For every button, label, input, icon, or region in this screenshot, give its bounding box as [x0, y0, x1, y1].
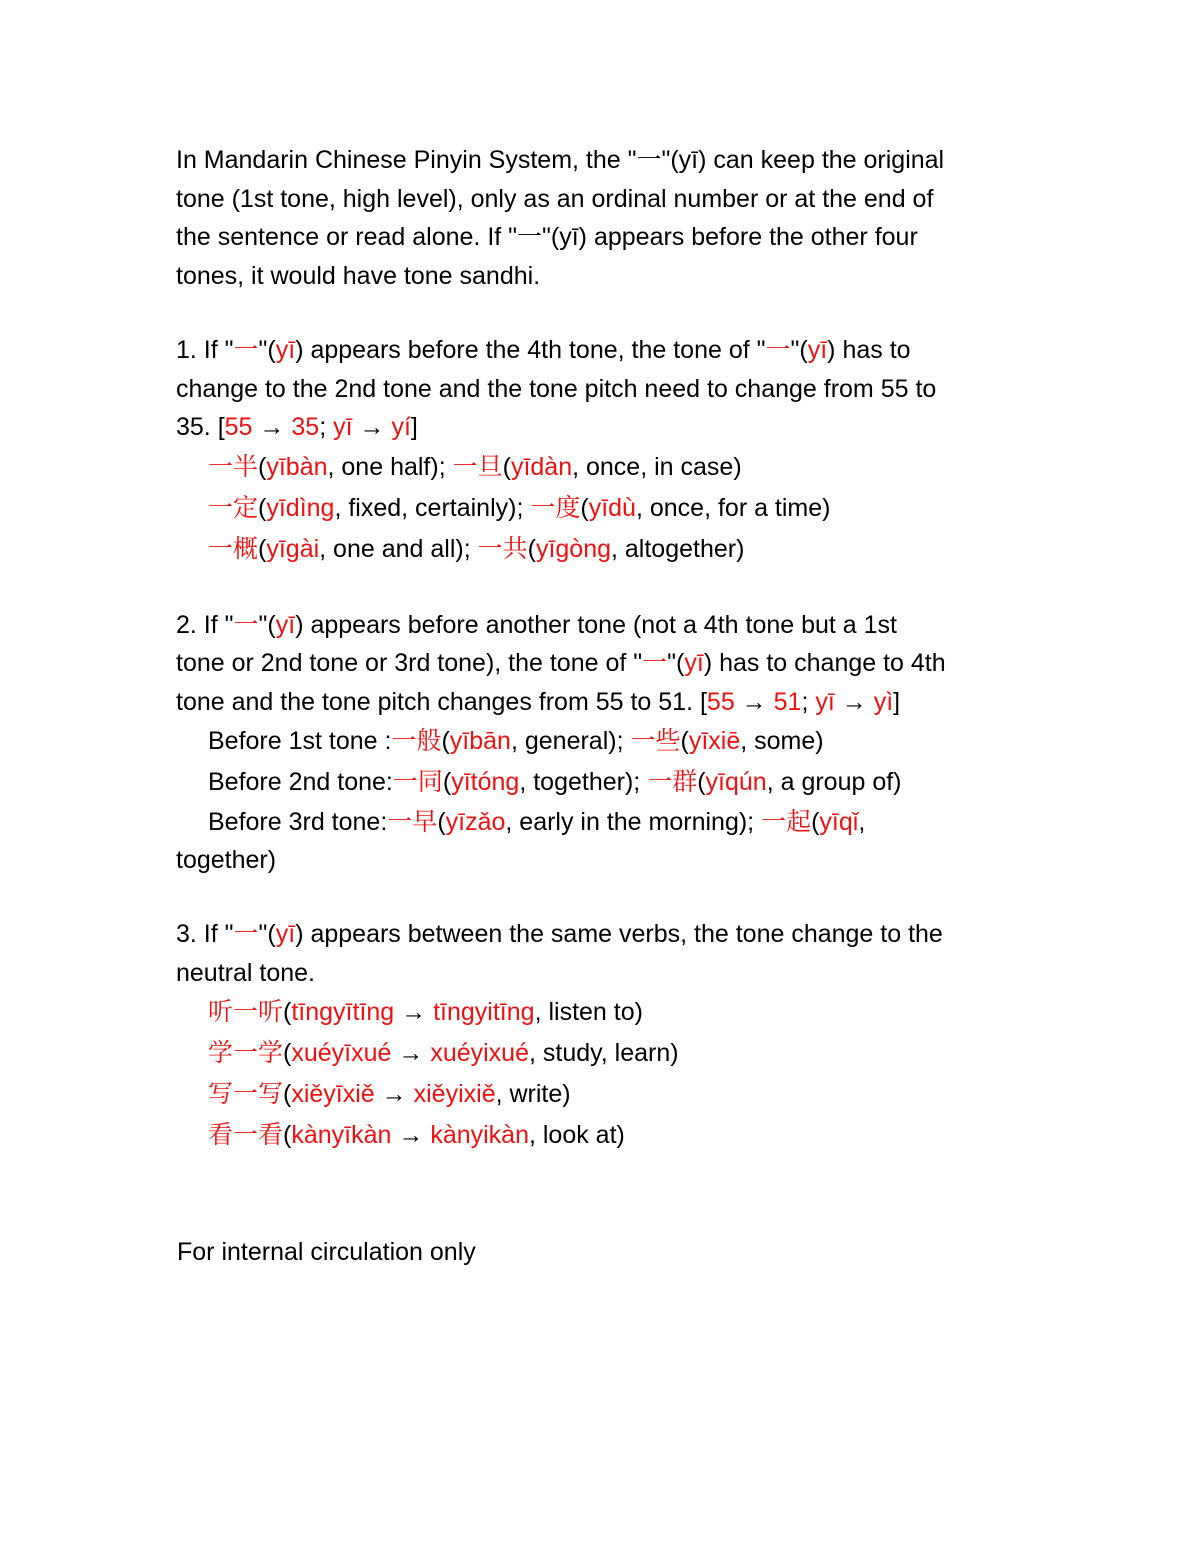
text-run: ) appears before the 4th tone, the tone of "	[295, 336, 766, 364]
example-pinyin: yīdìng	[266, 493, 335, 522]
text-run: (	[258, 534, 267, 563]
text-run: ) has to change to 4th	[703, 649, 946, 677]
example-meaning: , one half);	[327, 452, 453, 481]
rule-1-example-2	[176, 488, 1036, 529]
example-prefix: Before 3rd tone:	[208, 808, 388, 836]
text-run: (	[441, 727, 450, 755]
intro-line: tone (1st tone, high level), only as an ordinal number or at the end of	[176, 184, 934, 213]
text-run: (	[283, 1039, 292, 1067]
rule-3-example-1	[176, 992, 1036, 1033]
text-run: tone or 2nd tone or 3rd tone), the tone of "	[176, 649, 643, 677]
rule-1-line-3	[176, 408, 1036, 447]
example-chinese: 一共	[477, 534, 528, 563]
example-chinese: 一度	[530, 493, 581, 522]
text-run: 1. If "	[176, 336, 234, 364]
intro-paragraph	[176, 141, 1036, 295]
example-pinyin: yīxiē	[688, 727, 741, 755]
example-chinese: 一同	[392, 768, 443, 796]
text-run: (	[258, 452, 267, 481]
rule-2-example-3-continued: together)	[176, 846, 277, 874]
arrow: →	[374, 1080, 414, 1108]
text-run: ) appears before another tone (not a 4th tone but a 1st	[295, 610, 897, 639]
text-run: "(	[258, 920, 276, 948]
example-chinese: 一旦	[452, 452, 503, 481]
arrow: →	[834, 687, 874, 716]
highlight-pinyin: yì	[873, 687, 894, 716]
arrow: →	[394, 998, 434, 1026]
example-meaning: , study, learn)	[528, 1039, 679, 1067]
rule-2-line-3	[176, 683, 1036, 722]
highlight-char: 一	[233, 610, 259, 639]
rule-1	[176, 331, 1036, 447]
rule-1-line-2: change to the 2nd tone and the tone pitch need to change from 55 to	[176, 374, 937, 403]
text-run: ) appears between the same verbs, the tone change to the	[295, 920, 943, 948]
example-meaning: , a group of)	[766, 768, 902, 796]
arrow: →	[252, 413, 292, 441]
highlight-pinyin: yī	[275, 920, 296, 948]
highlight-pinyin: yī	[684, 649, 704, 677]
highlight-pinyin: yí	[391, 413, 411, 441]
rule-2-example-3	[176, 803, 1036, 841]
rule-1-line-1	[176, 331, 1036, 370]
text-run: (	[502, 452, 511, 481]
example-pinyin: kànyīkàn	[291, 1121, 392, 1149]
text-run: "(	[667, 649, 685, 677]
text-run: (	[442, 768, 452, 796]
arrow: →	[391, 1039, 431, 1067]
document-body	[176, 141, 1036, 1156]
rule-1-example-1	[176, 447, 1036, 488]
example-chinese: 一定	[208, 493, 259, 522]
example-meaning: , listen to)	[534, 998, 643, 1026]
intro-line: tones, it would have tone sandhi.	[176, 261, 541, 290]
paragraph-gap	[176, 570, 1036, 606]
rule-2-example-1	[176, 721, 1036, 762]
example-pinyin: xiěyixiě	[413, 1080, 496, 1108]
example-pinyin: yībān	[449, 727, 511, 755]
example-meaning: , early in the morning);	[505, 808, 762, 836]
highlight-char: 一	[233, 336, 259, 364]
example-meaning: , fixed, certainly);	[334, 493, 531, 522]
text-run: "(	[790, 336, 808, 364]
highlight-pitch: 51	[773, 687, 802, 716]
rule-3-example-3	[176, 1074, 1036, 1115]
highlight-pitch: 55	[706, 687, 735, 716]
rule-3-line-1	[176, 915, 1036, 954]
rule-2-line-2	[176, 644, 1036, 683]
example-pinyin: yīgòng	[535, 534, 611, 563]
highlight-pinyin: yī	[807, 336, 828, 364]
text-run: (	[258, 493, 267, 522]
arrow: →	[734, 687, 774, 716]
paragraph-gap	[176, 879, 1036, 915]
text-run: ;	[801, 687, 816, 716]
text-run: ]	[893, 687, 901, 716]
text-run: ) has to	[827, 336, 911, 364]
example-meaning: , together);	[519, 768, 648, 796]
highlight-pinyin: yī	[333, 413, 353, 441]
example-pinyin: xuéyīxué	[291, 1039, 392, 1067]
example-pinyin: tīngyitīng	[433, 998, 535, 1026]
example-pinyin: yīzǎo	[445, 808, 506, 836]
example-chinese: 写一写	[208, 1080, 284, 1108]
rule-3	[176, 915, 1036, 992]
example-prefix: Before 2nd tone:	[208, 768, 393, 796]
text-run: 2. If "	[176, 610, 234, 639]
example-pinyin: yīgài	[266, 534, 320, 563]
text-run: 35. [	[176, 413, 225, 441]
arrow: →	[352, 413, 392, 441]
highlight-char: 一	[642, 649, 668, 677]
arrow: →	[391, 1121, 431, 1149]
rule-2-line-1	[176, 606, 1036, 645]
text-run: (	[283, 998, 292, 1026]
example-pinyin: yībàn	[266, 452, 328, 481]
text-run: tone and the tone pitch changes from 55 to 51. [	[176, 687, 707, 716]
text-run: (	[527, 534, 536, 563]
paragraph-gap	[176, 295, 1036, 331]
example-meaning: , look at)	[528, 1121, 625, 1149]
example-meaning: , one and all);	[319, 534, 478, 563]
example-meaning: , altogether)	[611, 534, 745, 563]
highlight-pitch: 55	[224, 413, 253, 441]
example-pinyin: xiěyīxiě	[291, 1080, 375, 1108]
rule-1-example-3	[176, 529, 1036, 570]
example-pinyin: xuéyixué	[430, 1039, 529, 1067]
highlight-pinyin: yī	[275, 610, 296, 639]
footer-note: For internal circulation only	[177, 1238, 476, 1266]
example-chinese: 一些	[630, 727, 681, 755]
example-pinyin: yīqún	[705, 768, 767, 796]
text-run: (	[283, 1080, 292, 1108]
example-prefix: Before 1st tone :	[208, 727, 392, 755]
intro-line: In Mandarin Chinese Pinyin System, the "一"(yī) can keep the original	[176, 146, 945, 174]
text-run: (	[437, 808, 446, 836]
example-chinese: 一概	[208, 534, 259, 563]
example-pinyin: yīdàn	[510, 452, 573, 481]
text-run: (	[811, 808, 820, 836]
text-run: 3. If "	[176, 920, 234, 948]
rule-2	[176, 606, 1036, 722]
highlight-pitch: 35	[291, 413, 320, 441]
example-chinese: 一般	[391, 727, 442, 755]
text-run: "(	[258, 610, 276, 639]
text-run: (	[580, 493, 589, 522]
text-run: "(	[258, 336, 276, 364]
highlight-pinyin: yī	[275, 336, 296, 364]
example-pinyin: yīdù	[588, 493, 636, 522]
text-run: (	[697, 768, 706, 796]
example-pinyin: tīngyītīng	[291, 998, 395, 1026]
example-chinese: 一群	[647, 768, 698, 796]
example-pinyin: yītóng	[451, 768, 520, 796]
example-meaning: , write)	[495, 1080, 571, 1108]
example-meaning: ,	[858, 808, 866, 836]
intro-line: the sentence or read alone. If "一"(yī) appears before the other four	[176, 223, 918, 251]
highlight-pinyin: yī	[815, 687, 835, 716]
example-pinyin: yīqǐ	[819, 808, 859, 836]
example-chinese: 看一看	[208, 1121, 284, 1149]
example-chinese: 学一学	[208, 1039, 284, 1067]
example-meaning: , general);	[510, 727, 631, 755]
text-run: (	[680, 727, 689, 755]
rule-3-example-4	[176, 1115, 1036, 1156]
example-chinese: 一起	[761, 808, 812, 836]
example-pinyin: kànyikàn	[430, 1121, 529, 1149]
text-run: (	[283, 1121, 292, 1149]
example-chinese: 一半	[208, 452, 259, 481]
example-chinese: 听一听	[208, 998, 284, 1026]
text-run: ]	[410, 413, 418, 441]
example-meaning: , once, for a time)	[635, 493, 831, 522]
example-chinese: 一早	[387, 808, 438, 836]
rule-3-example-2	[176, 1033, 1036, 1074]
rule-2-example-2	[176, 762, 1036, 803]
example-meaning: , once, in case)	[572, 452, 742, 481]
text-run: ;	[319, 413, 334, 441]
highlight-char: 一	[233, 920, 259, 948]
highlight-char: 一	[765, 336, 791, 364]
example-meaning: , some)	[740, 727, 824, 755]
rule-3-line-2: neutral tone.	[176, 958, 315, 987]
